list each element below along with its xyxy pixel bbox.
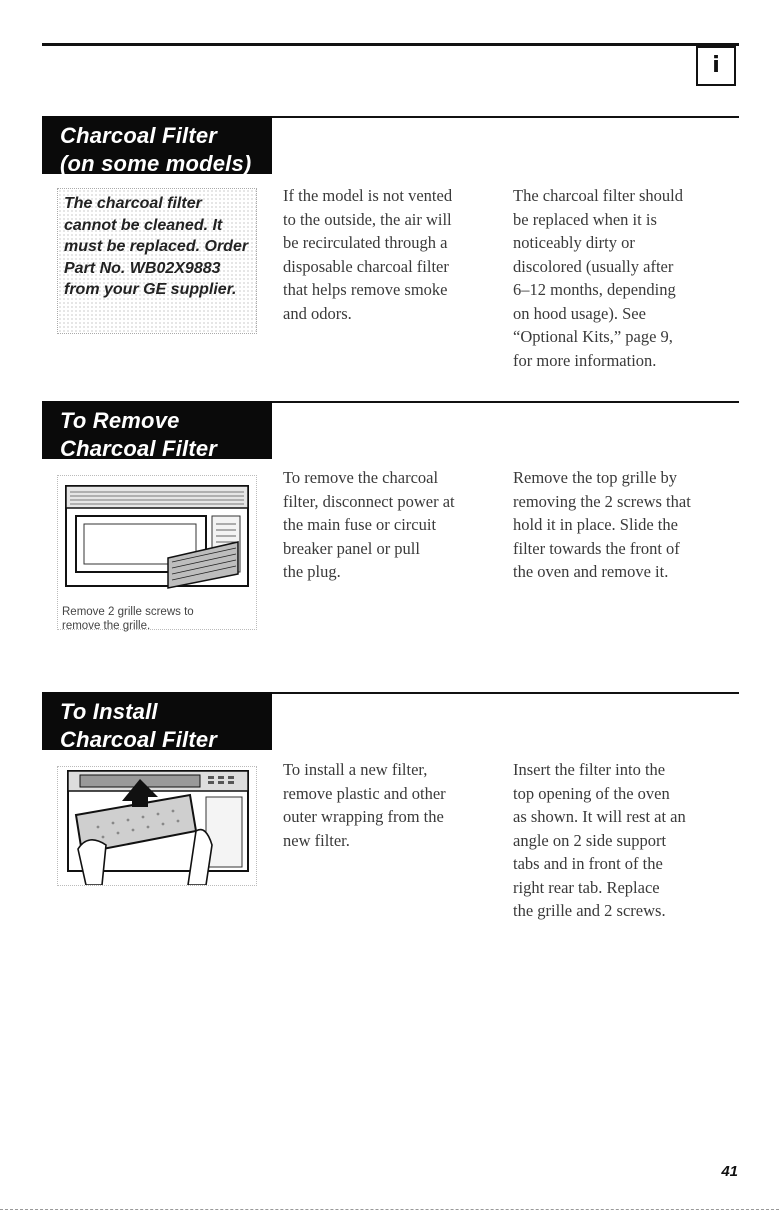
install-filter-col2: Insert the filter into the top opening of the oven as shown. It will rest at an angle on 2 side support tabs and in front of the right rear tab. Replace the grille and 2 screws. bbox=[513, 760, 686, 920]
remove-filter-col1: To remove the charcoal filter, disconnect power at the main fuse or circuit breaker panel or pull the plug. bbox=[283, 468, 455, 581]
remove-filter-col2: Remove the top grille by removing the 2 screws that hold it in place. Slide the filter towards the front of the oven and remove it. bbox=[513, 468, 691, 581]
section-rule bbox=[272, 116, 739, 118]
info-badge bbox=[696, 46, 736, 86]
info-icon: i bbox=[712, 53, 720, 78]
top-rule bbox=[42, 43, 739, 46]
remove-grille-caption: Remove 2 grille screws to remove the grille. bbox=[62, 606, 194, 632]
section-title-remove-filter: To Remove Charcoal Filter bbox=[42, 401, 272, 459]
bottom-border bbox=[0, 1209, 779, 1211]
section-title-install-filter: To Install Charcoal Filter bbox=[42, 692, 272, 750]
charcoal-filter-col2: The charcoal filter should be replaced when it is noticeably dirty or discolored (usually after 6–12 months, depending on hood usage). See “Optional Kits,” page 9, for more information. bbox=[513, 186, 683, 370]
page-number: 41 bbox=[721, 1163, 738, 1180]
install-filter-col1: To install a new filter, remove plastic and other outer wrapping from the new filter. bbox=[283, 760, 446, 850]
section-rule bbox=[272, 692, 739, 694]
section-title-charcoal-filter: Charcoal Filter (on some models) bbox=[42, 116, 272, 174]
microwave-grille-drawing bbox=[58, 476, 256, 594]
install-filter-drawing bbox=[58, 767, 256, 885]
install-filter-illustration bbox=[57, 766, 257, 886]
charcoal-filter-note: The charcoal filter cannot be cleaned. It must be replaced. Order Part No. WB02X9883 from your GE supplier. bbox=[57, 188, 257, 334]
section-rule bbox=[272, 401, 739, 403]
charcoal-filter-col1: If the model is not vented to the outside, the air will be recirculated through a disposable charcoal filter that helps remove smoke and odors. bbox=[283, 186, 453, 323]
